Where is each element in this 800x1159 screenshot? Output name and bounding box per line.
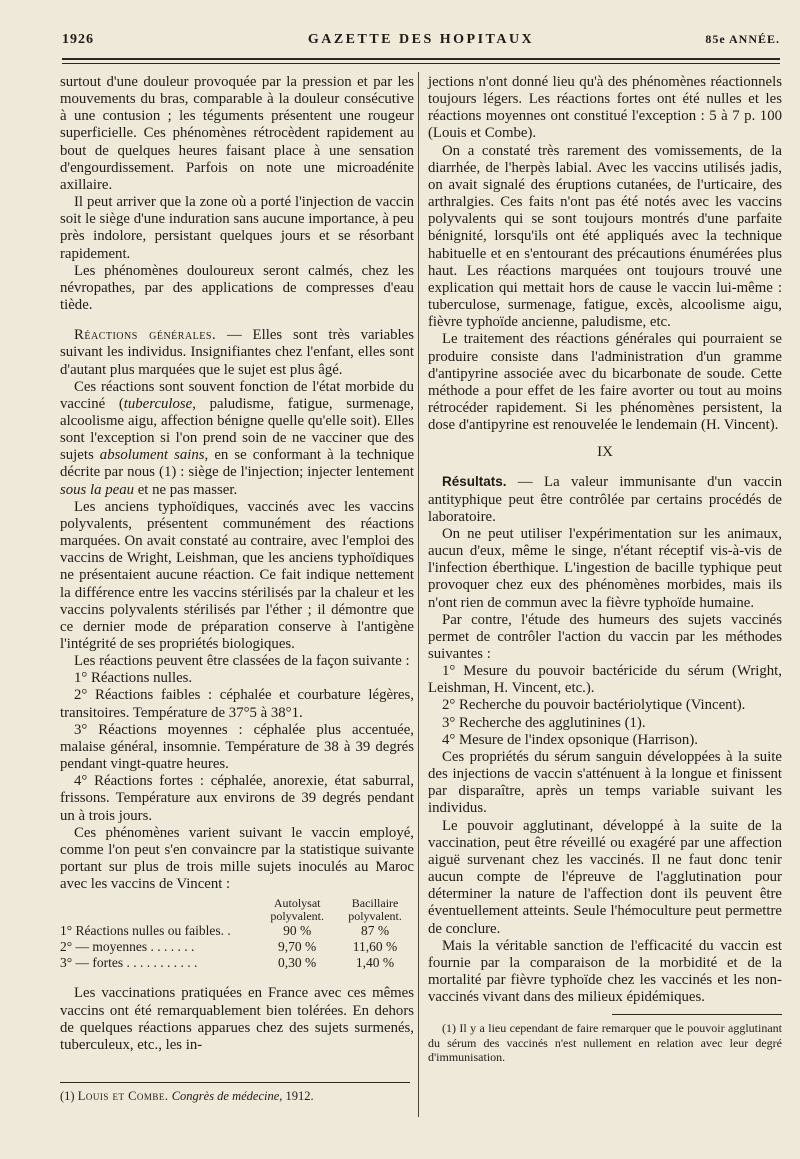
table-row [60, 939, 414, 955]
cell-value: 0,30 % [278, 955, 317, 971]
list-item: 2° Recherche du pouvoir bactériolytique (Vincent). [442, 697, 746, 714]
statistics-table [60, 897, 414, 971]
paragraph-text: — La valeur immunisante d'un vaccin antityphique peut être contrôlée par certains procédés de laboratoire. [428, 474, 782, 525]
column-header: Autolysat polyvalent. [270, 896, 324, 924]
list-item: 4° Mesure de l'index opsonique (Harrison). [442, 731, 698, 748]
right-footnote [428, 1021, 782, 1065]
list-item: 2° Réactions faibles : céphalée et courbature légères, transitoires. Température de 37°5 à 38°1. [60, 687, 414, 721]
page-header [62, 32, 780, 56]
footnote-rule [612, 1014, 782, 1015]
paragraph: Mais la véritable sanction de l'efficacité du vaccin est fournie par la comparaison de la morbidité et de la mortalité par fièvre typhoïde chez les vaccinés et les non-vaccinés vivant dans des milieux épidémiques. [428, 937, 782, 1006]
table-row [60, 955, 414, 971]
footnote-number: (1) [60, 1089, 78, 1103]
footnote-title: Congrès de médecine, [168, 1089, 283, 1103]
paragraph-general-reactions [60, 327, 414, 378]
section-heading: Réactions générales. [74, 327, 217, 344]
paragraph-results [428, 473, 782, 525]
paragraph: Les vaccinations pratiquées en France avec ces mêmes vaccins ont été remarquablement bien tolérées. En dehors de quelques réactions apparues chez des sujets surmenés, tuberculeux, etc., les in- [60, 985, 414, 1053]
right-column [428, 74, 782, 1065]
paragraph: Ces phénomènes varient suivant le vaccin employé, comme l'on peut s'en convaincre par la statistique suivante portant sur plus de trois mille sujets inoculés au Maroc avec les vaccins de Vincent : [60, 824, 414, 893]
footnote-author: Louis et Combe. [77, 1089, 169, 1103]
list-item: 1° Réactions nulles. [74, 670, 193, 687]
paragraph: Le traitement des réactions générales qui pourraient se produire consiste dans l'administration d'un gramme d'antipyrine associée avec du bicarbonate de soude. Cette méthode a pour effet de les faire avorter ou tout au moins rétrocéder rapidement. Si les phénomènes persistent, la dose d'antipyrine est renouvelée le lendemain (H. Vincent). [428, 331, 782, 434]
paragraph: Le pouvoir agglutinant, développé à la suite de la vaccination, peut être réveillé ou exagéré par une affection aiguë survenant chez les vaccinés. Il ne faut donc tenir aucun compte de l'épreuve de l'agglutination pour déterminer la nature de l'affection dont ils peuvent être éventuellement atteints. Seule l'hémoculture peut permettre de conclure. [428, 817, 782, 937]
paragraph: On ne peut utiliser l'expérimentation sur les animaux, aucun d'eux, même le singe, n'étant réceptif vis-à-vis de l'infection éberthique. L'ingestion de bacille typhique peut provoquer chez eux des phénomènes morbides, mais ils n'ont rien de commun avec la fièvre typhoïde humaine. [428, 525, 782, 611]
section-number: IX [597, 444, 613, 461]
table-row [60, 923, 414, 939]
list-item: 3° Réactions moyennes : céphalée plus accentuée, malaise général, insomnie. Température de 38 à 39 degrés pendant vingt-quatre heures. [60, 721, 414, 773]
list-item: 1° Mesure du pouvoir bactéricide du sérum (Wright, Leishman, H. Vincent, etc.). [428, 663, 782, 697]
paragraph [60, 379, 414, 499]
row-label: 2° — moyennes . . . . . . . [60, 939, 195, 955]
cell-value: 90 % [283, 923, 312, 939]
paragraph: On a constaté très rarement des vomissements, de la diarrhée, de l'herpès labial. Avec les vaccins utilisés jadis, on avait signalé des éruptions cutanées, de l'urticaire, des arthralgies. Ces faits n'ont pas été notés avec les vaccins polyvalents qui se sont toujours montrés d'une parfaite bénignité, lorsqu'ils ont été appliqués avec la technique habituelle et en s'entourant des précautions énumérées plus haut. Les réactions marquées ont toujours trouvé une explication qui mettait hors de cause le vaccin lui-même : tuberculose, surmenage, fatigue, excès, alcoolisme aigu, fièvre typhoïde ancienne, paludisme, etc. [428, 142, 782, 331]
cell-value: 9,70 % [278, 939, 317, 955]
column-header: Bacillaire polyvalent. [348, 896, 402, 924]
column-divider [418, 72, 419, 1117]
section-heading: Résultats. [442, 474, 507, 490]
cell-value: 1,40 % [355, 955, 395, 971]
text-span: , en se conformant à la technique décrite par nous (1) : siège de l'injection; injecter lentement [60, 447, 415, 481]
italic-text: sous la peau [60, 481, 134, 498]
header-rule-thin [62, 63, 780, 64]
paragraph: Il peut arriver que la zone où a porté l'injection de vaccin soit le siège d'une induration sans aucune importance, à peu près indolore, persistant quelques jours et se résorbant rapidement. [60, 194, 414, 262]
paragraph: Les anciens typhoïdiques, vaccinés avec les vaccins polyvalents, présentent communément des réactions marquées. On avait constaté au contraire, avec l'emploi des vaccins de Wright, Leishman, que les anciens typhoïdiques ne présentaient aucune réaction. Ce fait indique nettement la différence entre les vaccins stérilisés par la chaleur et les vaccins polyvalents stérilisés par l'éther ; il démontre que ce dernier mode de préparation conserve à l'antigène l'intégrité de ses propriétés biologiques. [60, 498, 414, 652]
text-span: Ces réactions sont souvent fonction de l'état morbide du vacciné ( [60, 378, 414, 412]
italic-text: absolument sains [99, 447, 205, 464]
list-item: 4° Réactions fortes : céphalée, anorexie, état saburral, frissons. Température aux environs de 39 degrés pendant un à trois jours. [60, 773, 414, 824]
row-label: 1° Réactions nulles ou faibles. . [60, 923, 231, 939]
header-rule [62, 58, 780, 60]
table-header-row [60, 897, 414, 923]
journal-title: GAZETTE DES HOPITAUX [307, 32, 535, 47]
cell-value: 87 % [360, 923, 390, 939]
footnote-rule [60, 1082, 410, 1083]
text-span: et ne pas masser. [134, 481, 238, 498]
paragraph: surtout d'une douleur provoquée par la pression et par les mouvements du bras, comparable à la douleur consécutive à une contusion ; les téguments présentent une rougeur superficielle. Ces phénomènes rétrocèdent rapidement au bout de quelques heures faisant place à une sensation d'engourdissement. Parfois on note une microadénite axillaire. [60, 74, 414, 193]
paragraph-text: — Elles sont très variables suivant les individus. Insignifiantes chez l'enfant, elles sont d'autant plus marquées que le sujet est plus âgé. [60, 327, 414, 378]
page-number: 1926 [62, 32, 94, 47]
list-item: 3° Recherche des agglutinines (1). [442, 714, 646, 731]
italic-text: tuberculose [123, 395, 193, 412]
paragraph: Ces propriétés du sérum sanguin développées à la suite des injections de vaccin s'atténuent à la longue et finissent par disparaître, après un temps variable suivant les individus. [428, 748, 782, 817]
cell-value: 11,60 % [352, 939, 398, 955]
paragraph: jections n'ont donné lieu qu'à des phénomènes réactionnels toujours légers. Les réactions fortes ont été nulles et les réactions moyennes ont constitué l'exception : 5 à 7 p. 100 (Louis et Combe). [428, 74, 782, 142]
row-label: 3° — fortes . . . . . . . . . . . [60, 955, 198, 971]
left-column [60, 74, 414, 1054]
paragraph: Par contre, l'étude des humeurs des sujets vaccinés permet de contrôler l'action du vaccin par les méthodes suivantes : [428, 611, 782, 662]
year-label: 85e ANNÉE. [705, 32, 780, 46]
paragraph: Les réactions peuvent être classées de la façon suivante : [74, 653, 410, 670]
footnote-text: (1) Il y a lieu cependant de faire remarquer que le pouvoir agglutinant du sérum des vaccinés n'est nullement en relation avec leur degré d'immunisation. [428, 1021, 782, 1065]
left-footnote [60, 1082, 414, 1104]
paragraph: Les phénomènes douloureux seront calmés, chez les névropathes, par des applications de compresses d'eau tiède. [60, 262, 414, 314]
footnote-year: 1912. [282, 1089, 314, 1103]
text-span: , paludisme, fatigue, surmenage, alcoolisme aigu, affection bénigne quelle qu'elle soit). Elles sont l'exception si l'on prend soin de ne vacciner que des sujets [60, 395, 415, 464]
